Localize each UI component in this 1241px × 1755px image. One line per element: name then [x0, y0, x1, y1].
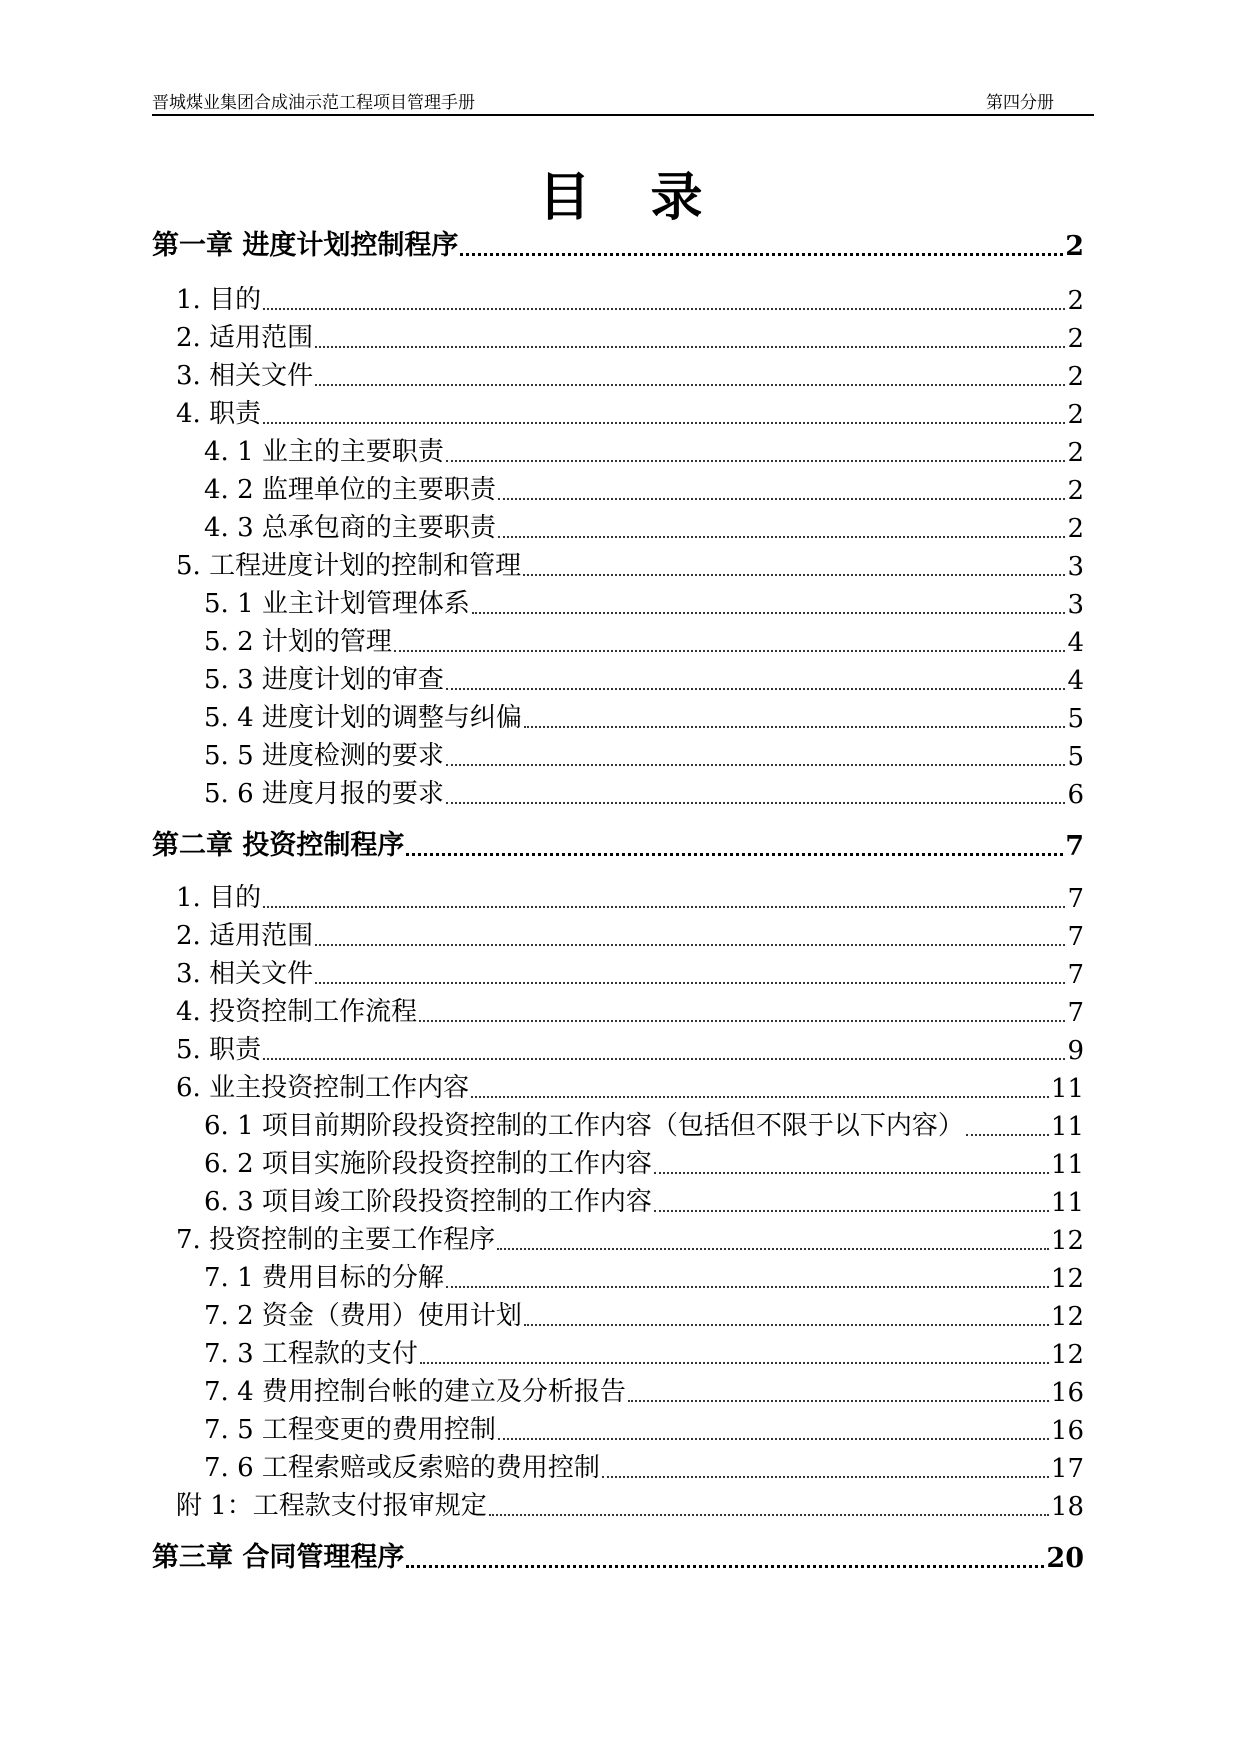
- toc-entry[interactable]: 7. 2 资金（费用）使用计划 12: [204, 1301, 1084, 1332]
- toc-entry[interactable]: 4. 投资控制工作流程 7: [176, 997, 1084, 1028]
- toc-entry[interactable]: 5. 4 进度计划的调整与纠偏 5: [204, 703, 1084, 734]
- toc-entry[interactable]: 4. 2 监理单位的主要职责 2: [204, 475, 1084, 506]
- toc-entry[interactable]: 3. 相关文件 7: [176, 959, 1084, 990]
- toc-entry[interactable]: 1. 目的 2: [176, 285, 1084, 316]
- toc-entry[interactable]: 5. 6 进度月报的要求 6: [204, 779, 1084, 810]
- toc-entry-chapter-2[interactable]: 第二章 投资控制程序 7: [152, 830, 1084, 862]
- toc-entry[interactable]: 4. 职责 2: [176, 399, 1084, 430]
- toc-entry[interactable]: 1. 目的 7: [176, 883, 1084, 914]
- toc-entry[interactable]: 5. 工程进度计划的控制和管理 3: [176, 551, 1084, 582]
- toc-entry[interactable]: 7. 4 费用控制台帐的建立及分析报告 16: [204, 1377, 1084, 1408]
- toc-entry[interactable]: 5. 2 计划的管理 4: [204, 627, 1084, 658]
- toc-entry[interactable]: 7. 1 费用目标的分解 12: [204, 1263, 1084, 1294]
- header-volume: 第四分册: [986, 93, 1054, 113]
- toc-entry-appendix[interactable]: 附 1：工程款支付报审规定 18: [176, 1491, 1084, 1522]
- toc-entry[interactable]: 7. 3 工程款的支付 12: [204, 1339, 1084, 1370]
- toc-entry[interactable]: 6. 1 项目前期阶段投资控制的工作内容（包括但不限于以下内容） 11: [204, 1111, 1084, 1142]
- toc-entry[interactable]: 7. 5 工程变更的费用控制 16: [204, 1415, 1084, 1446]
- toc-entry[interactable]: 5. 1 业主计划管理体系 3: [204, 589, 1084, 620]
- toc-entry[interactable]: 5. 3 进度计划的审查 4: [204, 665, 1084, 696]
- toc-entry-chapter-3[interactable]: 第三章 合同管理程序 20: [152, 1542, 1084, 1574]
- toc-entry[interactable]: 2. 适用范围 7: [176, 921, 1084, 952]
- toc-entry[interactable]: 3. 相关文件 2: [176, 361, 1084, 392]
- toc-entry[interactable]: 5. 5 进度检测的要求 5: [204, 741, 1084, 772]
- toc-entry[interactable]: 2. 适用范围 2: [176, 323, 1084, 354]
- toc-entry[interactable]: 4. 3 总承包商的主要职责 2: [204, 513, 1084, 544]
- toc-entry[interactable]: 6. 3 项目竣工阶段投资控制的工作内容 11: [204, 1187, 1084, 1218]
- toc-title: 目录: [538, 168, 763, 228]
- toc-entry[interactable]: 6. 2 项目实施阶段投资控制的工作内容 11: [204, 1149, 1084, 1180]
- header-manual-title: 晋城煤业集团合成油示范工程项目管理手册: [152, 93, 475, 113]
- toc-entry[interactable]: 7. 6 工程索赔或反索赔的费用控制 17: [204, 1453, 1084, 1484]
- toc-entry[interactable]: 4. 1 业主的主要职责 2: [204, 437, 1084, 468]
- toc-entry[interactable]: 7. 投资控制的主要工作程序 12: [176, 1225, 1084, 1256]
- toc-entry[interactable]: 5. 职责 9: [176, 1035, 1084, 1066]
- toc-entry-chapter-1[interactable]: 第一章 进度计划控制程序 2: [152, 230, 1084, 262]
- toc-entry[interactable]: 6. 业主投资控制工作内容 11: [176, 1073, 1084, 1104]
